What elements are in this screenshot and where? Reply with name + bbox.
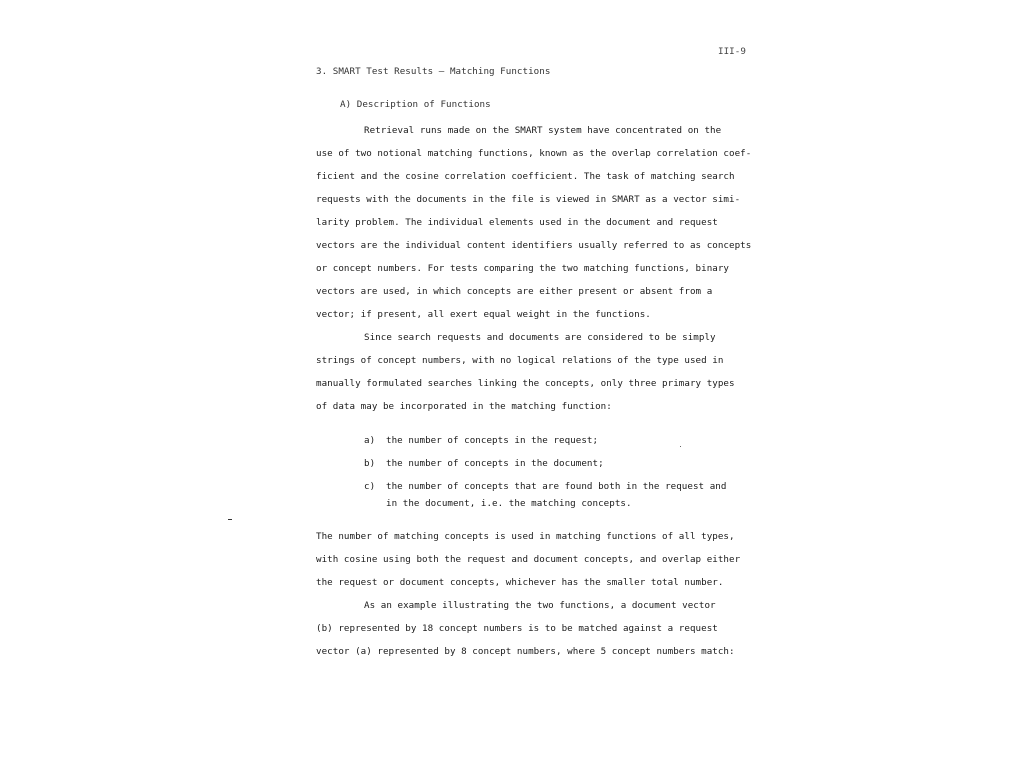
paragraph-1-line: ficient and the cosine correlation coefficient. The task of matching search <box>316 171 735 182</box>
paragraph-1-line: or concept numbers. For tests comparing the two matching functions, binary <box>316 263 730 274</box>
list-item-text: the number of concepts in the document; <box>386 458 604 469</box>
paragraph-1-line: vectors are used, in which concepts are either present or absent from a <box>316 286 713 297</box>
paragraph-1-line: use of two notional matching functions, known as the overlap correlation coef- <box>316 148 752 159</box>
paragraph-1-line: vector; if present, all exert equal weight in the functions. <box>316 309 651 320</box>
paragraph-4-line: (b) represented by 18 concept numbers is to be matched against a request <box>316 623 718 634</box>
paragraph-2-line: Since search requests and documents are considered to be simply <box>364 332 716 343</box>
paragraph-1-line: requests with the documents in the file is viewed in SMART as a vector simi- <box>316 194 741 205</box>
section-heading: 3. SMART Test Results — Matching Functions <box>316 66 551 77</box>
list-item-text: the number of concepts in the request; <box>386 435 599 446</box>
paragraph-1-line: larity problem. The individual elements used in the document and request <box>316 217 718 228</box>
subsection-heading: A) Description of Functions <box>340 99 491 110</box>
paragraph-4-line: As an example illustrating the two functions, a document vector <box>364 600 716 611</box>
paragraph-4-line: vector (a) represented by 8 concept numbers, where 5 concept numbers match: <box>316 646 735 657</box>
paragraph-1-line: vectors are the individual content identifiers usually referred to as concepts <box>316 240 752 251</box>
paragraph-2-line: strings of concept numbers, with no logical relations of the type used in <box>316 355 724 366</box>
list-item-text: in the document, i.e. the matching concepts. <box>386 498 632 509</box>
paragraph-3-line: with cosine using both the request and document concepts, and overlap either <box>316 554 741 565</box>
list-item-marker: c) <box>364 481 376 492</box>
paragraph-3-line: The number of matching concepts is used in matching functions of all types, <box>316 531 735 542</box>
paragraph-1-line: Retrieval runs made on the SMART system have concentrated on the <box>364 125 722 136</box>
page-number: III-9 <box>718 46 746 57</box>
list-item-text: the number of concepts that are found both in the request and <box>386 481 727 492</box>
paragraph-2-line: manually formulated searches linking the concepts, only three primary types <box>316 378 735 389</box>
paragraph-2-line: of data may be incorporated in the matching function: <box>316 401 612 412</box>
scan-speck <box>680 446 681 447</box>
margin-mark <box>228 519 232 520</box>
list-item-marker: a) <box>364 435 376 446</box>
list-item-marker: b) <box>364 458 376 469</box>
paragraph-3-line: the request or document concepts, whichever has the smaller total number. <box>316 577 724 588</box>
